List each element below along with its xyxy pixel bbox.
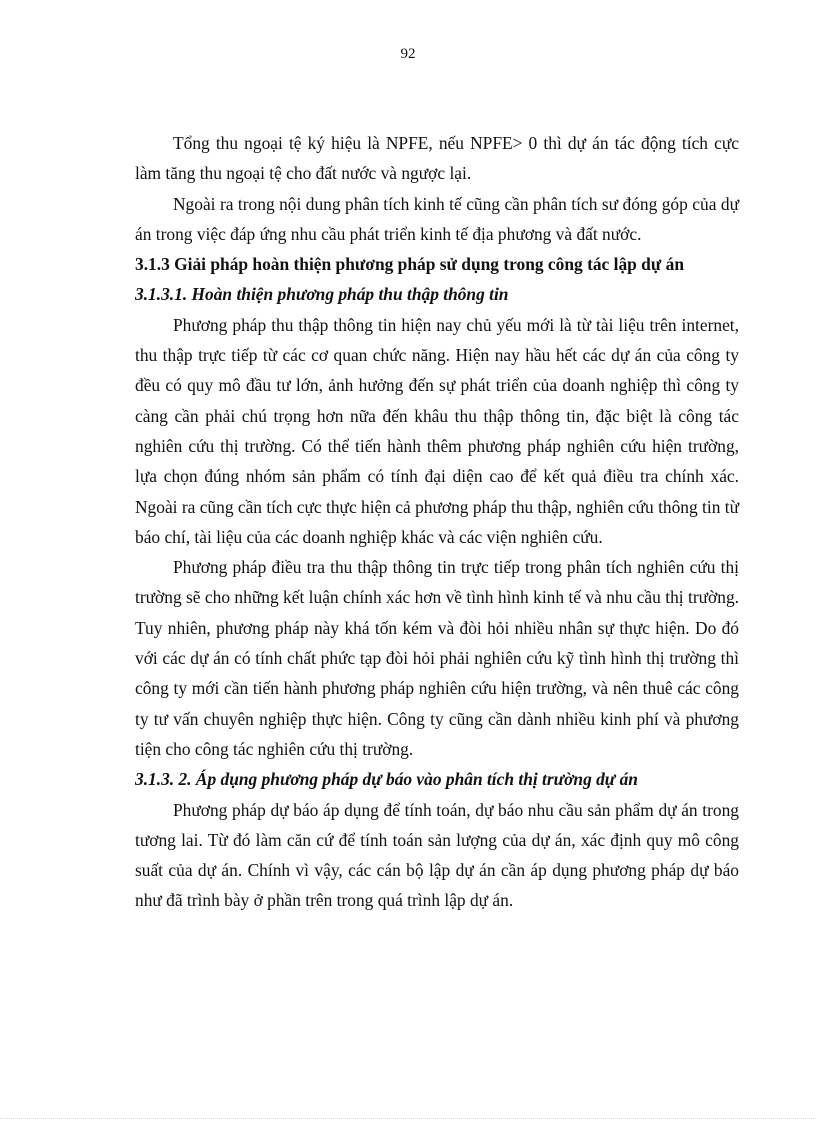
page-number: 92 bbox=[400, 46, 416, 62]
paragraph-economic-contribution: Ngoài ra trong nội dung phân tích kinh tế cũng cần phân tích sư đóng góp của dự án trong việc đáp ứng nhu cầu phát triển kinh tế địa phương và đất nước. bbox=[135, 193, 739, 244]
page-bottom-divider bbox=[0, 1118, 816, 1119]
paragraph-forecast-method: Phương pháp dự báo áp dụng để tính toán, dự báo nhu cầu sản phẩm dự án trong tương lai. Từ đó làm căn cứ để tính toán sản lượng của dự án, xác định quy mô công suất của dự án. Chính vì vậy, các cán bộ lập dự án cần áp dụng phương pháp dự báo như đã trình bày ở phần trên trong quá trình lập dự án. bbox=[135, 799, 739, 911]
paragraph-info-collection: Phương pháp thu thập thông tin hiện nay chủ yếu mới là từ tài liệu trên internet, thu thập trực tiếp từ các cơ quan chức năng. Hiện nay hầu hết các dự án của công ty đều có quy mô đầu tư lớn, ảnh hưởng đến sự phát triển của doanh nghiệp thì công ty càng cần phải chú trọng hơn nữa đến khâu thu thập thông tin, đặc biệt là công tác nghiên cứu thị trường. Có thể tiến hành thêm phương pháp nghiên cứu hiện trường, lựa chọn đúng nhóm sản phẩm có tính đại diện cao để kết quả điều tra chính xác. Ngoài ra cũng cần tích cực thực hiện cả phương pháp thu thập, nghiên cứu thông tin từ báo chí, tài liệu của các doanh nghiệp khác và các viện nghiên cứu. bbox=[135, 314, 739, 547]
paragraph-direct-survey: Phương pháp điều tra thu thập thông tin trực tiếp trong phân tích nghiên cứu thị trường sẽ cho những kết luận chính xác hơn về tình hình kinh tế và nhu cầu thị trường. Tuy nhiên, phương pháp này khá tốn kém và đòi hỏi nhiều nhân sự thực hiện. Do đó với các dự án có tính chất phức tạp đòi hỏi phải nghiên cứu kỹ tình hình thị trường thì công ty mới cần tiến hành phương pháp nghiên cứu hiện trường, và nên thuê các công ty tư vấn chuyên nghiệp thực hiện. Công ty cũng cần dành nhiều kinh phí và phương tiện cho công tác nghiên cứu thị trường. bbox=[135, 557, 739, 759]
paragraph-npfe: Tổng thu ngoại tệ ký hiệu là NPFE, nếu NPFE> 0 thì dự án tác động tích cực làm tăng thu ngoại tệ cho đất nước và ngược lại. bbox=[135, 133, 739, 184]
subsection-heading-3-1-3-2: 3.1.3. 2. Áp dụng phương pháp dự báo vào phân tích thị trường dự án bbox=[135, 769, 638, 790]
subsection-heading-3-1-3-1: 3.1.3.1. Hoàn thiện phương pháp thu thập thông tin bbox=[135, 284, 509, 305]
document-body bbox=[135, 128, 739, 916]
section-heading-3-1-3: 3.1.3 Giải pháp hoàn thiện phương pháp sử dụng trong công tác lập dự án bbox=[135, 254, 684, 275]
